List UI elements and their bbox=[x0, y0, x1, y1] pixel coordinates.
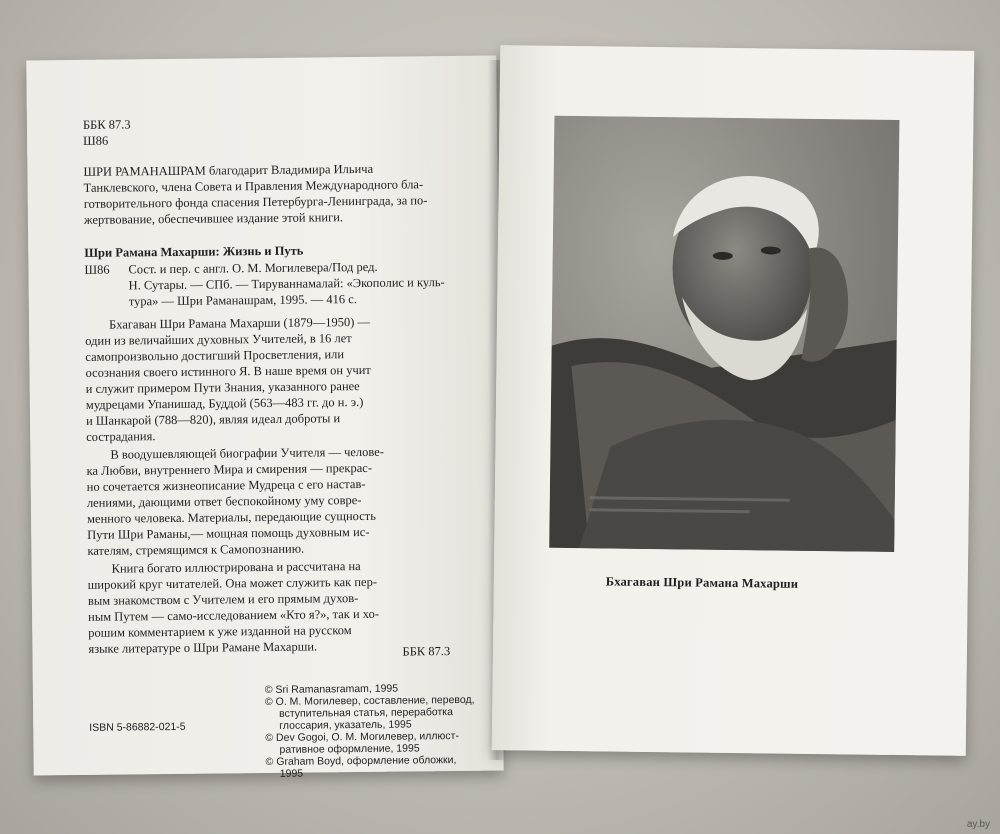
copyright-line: вступительная статья, переработка bbox=[279, 706, 453, 720]
annotation-line: самопроизвольно достигший Просветления, или bbox=[85, 347, 345, 364]
acknowledgement-line: жертвование, обеспечившее издание этой книги. bbox=[83, 210, 344, 227]
portrait-illustration bbox=[549, 116, 899, 552]
copyright-line: © Graham Boyd, оформление обложки, bbox=[265, 754, 457, 769]
annotation-line: В воодушевляющей биографии Учителя — челове- bbox=[110, 444, 384, 462]
annotation-line: ным Путем — само-исследованием «Кто я?», так и хо- bbox=[88, 606, 380, 624]
copyright-line: ративное оформление, 1995 bbox=[279, 742, 420, 756]
annotation-line: кателям, стремящимся к Самопознанию. bbox=[87, 541, 305, 558]
acknowledgement-line: Танклевского, члена Совета и Правления Международного бла- bbox=[83, 177, 424, 195]
isbn: ISBN 5-86882-021-5 bbox=[89, 720, 186, 734]
biblio-mark: Ш86 bbox=[84, 262, 110, 277]
annotation-line: сострадания. bbox=[86, 429, 156, 444]
copyright-line: 1995 bbox=[279, 767, 304, 780]
biblio-line: Н. Сутары. — СПб. — Тируваннамалай: «Экополис и куль- bbox=[128, 275, 445, 293]
copyright-line: © О. М. Могилевер, составление, перевод, bbox=[264, 693, 475, 709]
portrait-photo bbox=[549, 116, 899, 552]
book-title: Шри Рамана Махарши: Жизнь и Путь bbox=[84, 243, 304, 260]
annotation-line: рошим комментарием к уже изданной на русском bbox=[88, 623, 352, 640]
annotation-line: мудрецами Упанишад, Буддой (563—483 гг. до н. э.) bbox=[85, 394, 364, 412]
biblio-line: тура» — Шри Раманашрам, 1995. — 416 с. bbox=[128, 292, 357, 309]
watermark-text: ay.by bbox=[966, 819, 990, 830]
annotation-line: но сочетается жизнеописание Мудреца с его настав- bbox=[86, 476, 366, 494]
annotation-line: и Шанкарой (788—820), являя идеал доброты и bbox=[85, 411, 341, 428]
annotation-line: Бхагаван Шри Рамана Махарши (1879—1950) — bbox=[108, 314, 371, 332]
acknowledgement-line: готворительного фонда спасения Петербурга-Ленинграда, за по- bbox=[83, 193, 428, 211]
author-mark: Ш86 bbox=[83, 133, 109, 148]
biblio-line: Сост. и пер. с англ. О. М. Могилевера/Под ред. bbox=[128, 259, 378, 277]
annotation-line: широкий круг читателей. Она может служить как пер- bbox=[87, 574, 378, 592]
annotation-line: Пути Шри Раманы,— мощная помощь духовным ис- bbox=[87, 524, 370, 542]
copyright-line: © Dev Gogoi, О. М. Могилевер, иллюст- bbox=[265, 729, 460, 745]
annotation-line: лениями, дающими ответ беспокойному уму совре- bbox=[86, 492, 362, 510]
annotation-line: ка Любви, внутреннего Мира и смирения — прекрас- bbox=[86, 460, 373, 478]
annotation-line: менного человека. Материалы, передающие сущность bbox=[86, 508, 376, 526]
annotation-line: один из величайших духовных Учителей, в 16 лет bbox=[85, 331, 352, 348]
photo-caption: Бхагаван Шри Рамана Махарши bbox=[605, 574, 799, 591]
annotation-line: вым знакомством с Учителем и его прямым духов- bbox=[87, 591, 359, 608]
bbk-code: ББК 87.3 bbox=[82, 117, 131, 132]
bbk-bottom: ББК 87.3 bbox=[402, 644, 451, 659]
acknowledgement-line: ШРИ РАМАНАШРАМ благодарит Владимира Ильича bbox=[83, 161, 374, 179]
annotation-line: осознания своего истинного Я. В наше время он учит bbox=[85, 362, 371, 380]
left-page bbox=[26, 56, 503, 780]
right-page bbox=[492, 45, 975, 756]
annotation-line: языке литературе о Шри Рамане Махарши. bbox=[88, 639, 318, 656]
annotation-line: Книга богато иллюстрирована и рассчитана на bbox=[111, 559, 361, 576]
annotation-line: и служит примером Пути Знания, указанного ранее bbox=[85, 379, 360, 396]
copyright-line: глоссария, указатель, 1995 bbox=[279, 718, 412, 732]
copyright-line: © Sri Ramanasramam, 1995 bbox=[264, 682, 399, 697]
